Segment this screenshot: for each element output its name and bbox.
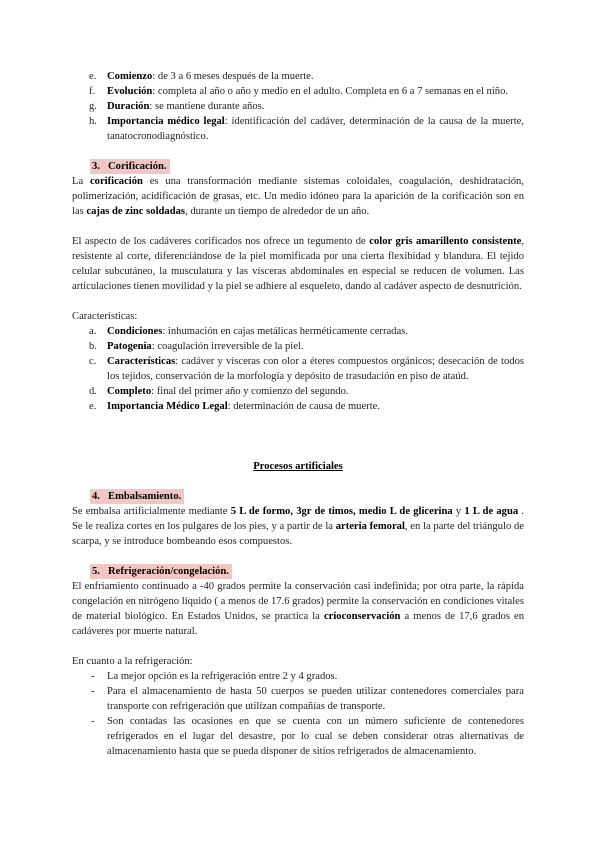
- heading-number: 3.: [92, 161, 100, 172]
- section-heading-corificacion: [72, 159, 524, 174]
- list-item: [72, 669, 524, 684]
- characteristics-intro: Características:: [72, 311, 138, 322]
- document-body: [72, 69, 524, 759]
- text: El aspecto de los cadáveres corificados nos ofrece un tegumento de: [72, 236, 370, 247]
- list-marker: -: [91, 671, 95, 682]
- list-marker: h.: [89, 116, 97, 127]
- text: , en la parte del triángulo de scarpa, y se introduce bombeando esos compuestos.: [72, 521, 524, 547]
- text: y: [452, 506, 465, 517]
- heading-title: Refrigeración/congelación.: [108, 566, 229, 577]
- list-marker: -: [91, 716, 95, 727]
- bold-text: cajas de zinc soldadas: [86, 206, 186, 217]
- list-marker: e.: [89, 71, 97, 82]
- refrigeration-list: [72, 669, 524, 759]
- section-heading-refrigeracion: [72, 564, 524, 579]
- section-heading-embalsamiento: [72, 489, 524, 504]
- bold-text: corificación: [89, 176, 143, 187]
- text: Se embalsa artificialmente mediante: [72, 506, 231, 517]
- item-label: Condiciones: [107, 326, 163, 337]
- item-text: : de 3 a 6 meses después de la muerte.: [152, 71, 314, 82]
- text: , durante un tiempo de alrededor de un año.: [185, 206, 370, 217]
- heading-highlight: [90, 159, 170, 174]
- item-text: : cadáver y vísceras con olor a éteres compuestos orgánicos; desecación de todos los tejidos, conservación de la morfología y depósito de trasudación en piso de ataúd.: [107, 356, 524, 382]
- list-item: [72, 114, 524, 144]
- list-item: [72, 684, 524, 714]
- item-label: Importancia médico legal: [107, 116, 225, 127]
- item-text: : inhumación en cajas metálicas herméticamente cerradas.: [162, 326, 408, 337]
- bold-text: crioconservación: [323, 611, 401, 622]
- list-item: [72, 84, 524, 99]
- text: El enfriamiento continuado a -40 grados permite la conservación casi indefinida; por otra parte, la rápida congelación en nitrógeno líquido ( a menos de 17.6 grados) permite la conservación en condiciones vitales de material biológico. En Estados Unidos, se practica la: [72, 581, 524, 622]
- list-marker: c.: [89, 356, 97, 367]
- item-text: Para el almacenamiento de hasta 50 cuerpos se pueden utilizar contenedores comerciales para transporte con refrigeración que utilizan compañías de transporte.: [107, 686, 524, 712]
- item-text: : final del primer año y comienzo del segundo.: [151, 386, 349, 397]
- text: . Se le realiza cortes en los pulgares de los pies, y a partir de la: [72, 506, 525, 532]
- item-text: : completa al año o año y medio en el adulto. Completa en 6 a 7 semanas en el niño.: [152, 86, 509, 97]
- item-text: : identificación del cadáver, determinación de la causa de la muerte, tanatocronodiagnóstico.: [107, 116, 524, 142]
- bold-text: 1 L de agua: [464, 506, 519, 517]
- list-marker: f.: [89, 86, 96, 97]
- list-item: [72, 354, 524, 384]
- list-item: [72, 384, 524, 399]
- text: a menos de 17,6 grados en cadáveres por muerte natural.: [72, 611, 525, 637]
- top-list: [72, 69, 524, 144]
- item-label: Patogenia: [107, 341, 152, 352]
- paragraph: [72, 579, 524, 639]
- text: , resistente al corte, diferenciándose de la piel momificada por una cierta flexibidad y blandura. El tejido celular subcutáneo, la musculatura y las vísceras abdominales en especial se reducen de volumen. Las articulaciones tienen movilidad y la piel se adhiere al esqueleto, dando al cadáver aspecto de desnutrición.: [72, 236, 524, 292]
- section-title-procesos-artificiales: Procesos artificiales: [253, 461, 343, 472]
- list-item: [72, 324, 524, 339]
- paragraph: [72, 174, 524, 219]
- item-label: Características: [107, 356, 176, 367]
- list-item: [72, 714, 524, 759]
- heading-highlight: [90, 564, 232, 579]
- paragraph: [72, 504, 524, 549]
- item-label: Importancia Médico Legal: [107, 401, 228, 412]
- list-marker: g.: [89, 101, 97, 112]
- item-text: : se mantiene durante años.: [149, 101, 265, 112]
- list-item: [72, 69, 524, 84]
- item-text: : determinación de causa de muerte.: [227, 401, 381, 412]
- list-marker: d.: [89, 386, 97, 397]
- list-marker: b.: [89, 341, 97, 352]
- item-text: Son contadas las ocasiones en que se cuenta con un número suficiente de contenedores refrigerados en el lugar del desastre, por lo cual se deben considerar otras alternativas de almacenamiento hasta que se pueda disponer de sitios refrigerados de almacenamiento.: [107, 716, 524, 757]
- list-marker: a.: [89, 326, 97, 337]
- characteristics-list: [72, 324, 524, 414]
- text: es una transformación mediante sistemas coloidales, coagulación, deshidratación, polimerización, acidificación de grasas, etc. Un medio idóneo para la aparición de la corificación son en las: [72, 176, 524, 217]
- bold-text: color gris amarillento consistente: [369, 236, 522, 247]
- list-item: [72, 399, 524, 414]
- item-label: Evolución: [107, 86, 153, 97]
- item-label: Completo: [107, 386, 152, 397]
- heading-number: 4.: [92, 491, 100, 502]
- item-text: La mejor opción es la refrigeración entre 2 y 4 grados.: [107, 671, 338, 682]
- heading-title: Embalsamiento.: [108, 491, 182, 502]
- list-item: [72, 99, 524, 114]
- heading-title: Corificación.: [108, 161, 167, 172]
- list-marker: e.: [89, 401, 97, 412]
- bold-text: arteria femoral: [335, 521, 405, 532]
- heading-highlight: [90, 489, 184, 504]
- item-label: Duración: [107, 101, 150, 112]
- refrigeration-intro: En cuanto a la refrigeración:: [72, 656, 193, 667]
- list-marker: -: [91, 686, 95, 697]
- paragraph: [72, 234, 524, 294]
- item-text: : coagulación irreversible de la piel.: [151, 341, 304, 352]
- bold-text: 5 L de formo, 3gr de timos, medio L de glicerina: [230, 506, 453, 517]
- item-label: Comienzo: [107, 71, 153, 82]
- heading-number: 5.: [92, 566, 100, 577]
- list-item: [72, 339, 524, 354]
- text: La: [72, 176, 90, 187]
